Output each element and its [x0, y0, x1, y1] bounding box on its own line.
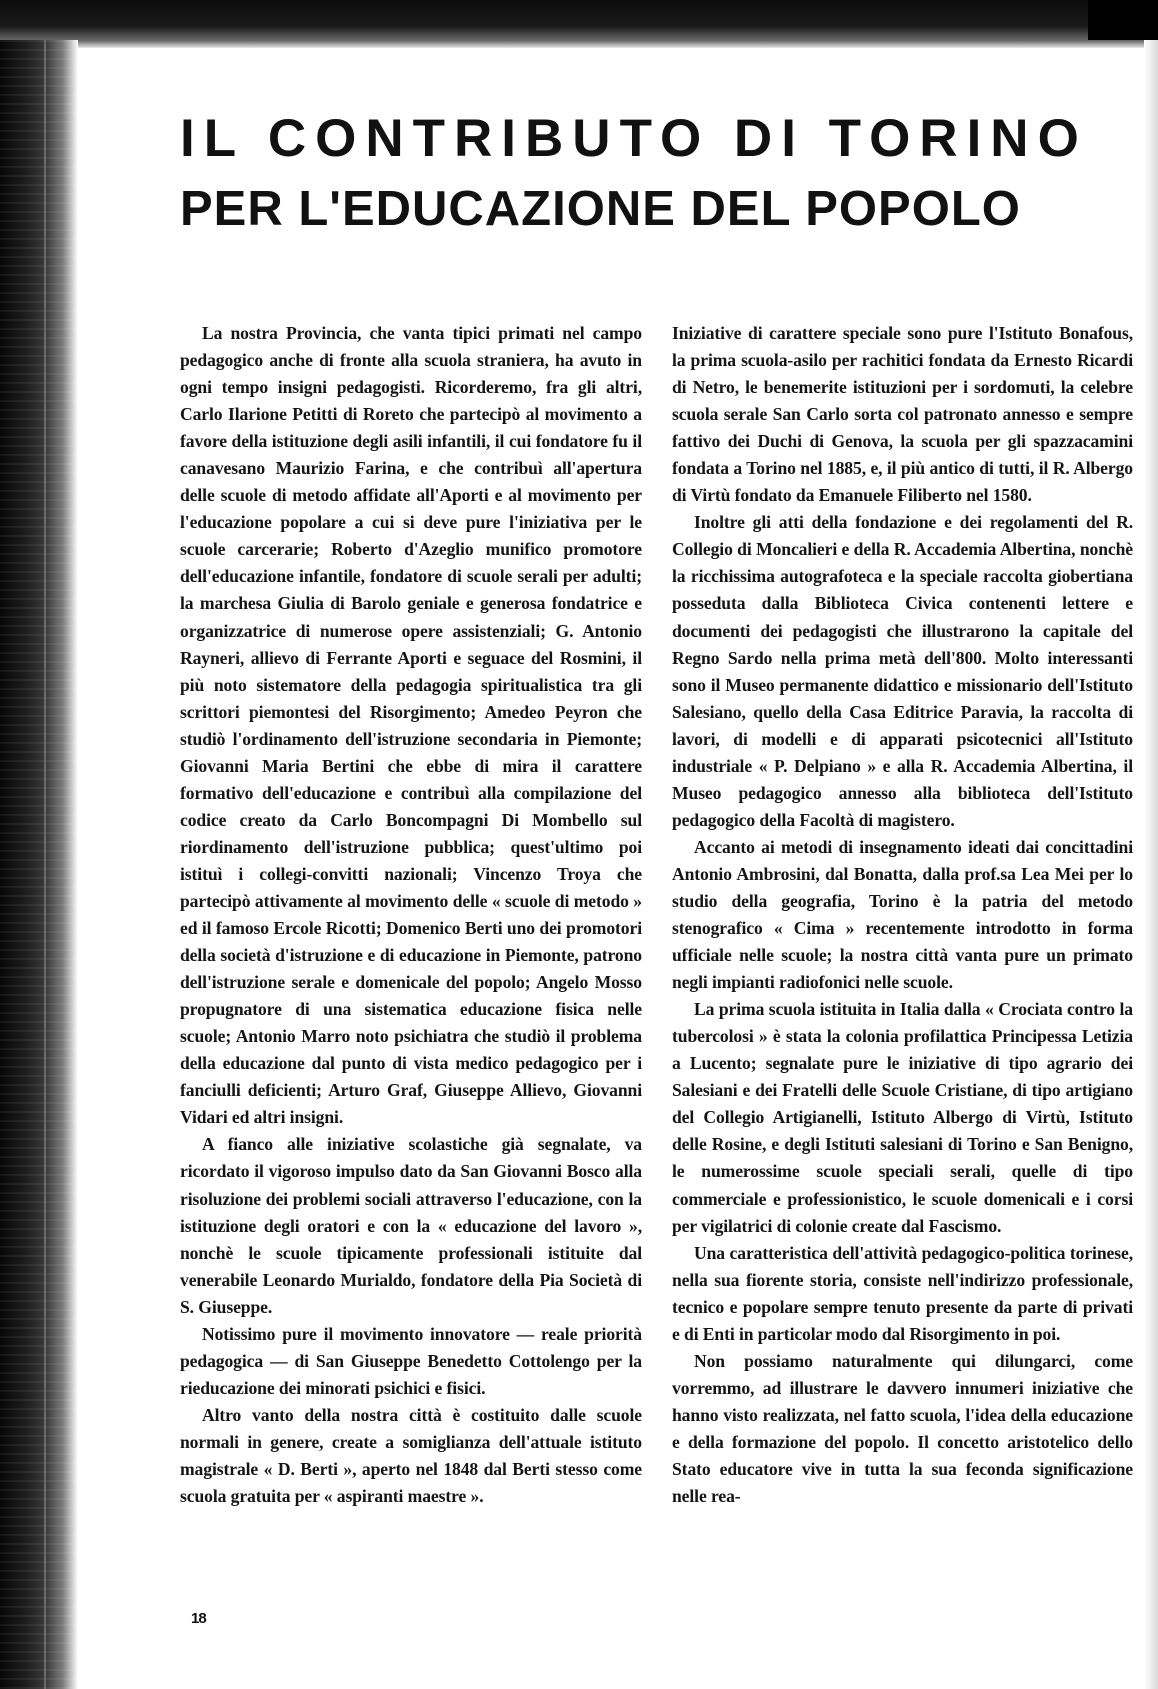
page-number: 18	[191, 1610, 206, 1627]
paragraph: Inoltre gli atti della fondazione e dei regolamenti del R. Collegio di Moncalieri e della R. Accademia Albertina, nonchè la ricchissima autografoteca e la speciale raccolta giobertiana posseduta dalla Biblioteca Civica contenenti lettere e documenti dei pedagogisti che illustrarono la capitale del Regno Sardo nella prima metà dell'800. Molto interessanti sono il Museo permanente didattico e missionario dell'Istituto Salesiano, quello della Casa Editrice Paravia, la raccolta di lavori, di modelli e di apparati psicotecnici all'Istituto industriale « P. Delpiano » e alla R. Accademia Albertina, il Museo pedagogico annesso alla biblioteca dell'Istituto pedagogico della Facoltà di magistero.	[672, 512, 1133, 830]
paragraph: Accanto ai metodi di insegnamento ideati dai concittadini Antonio Ambrosini, dal Bonatta, dalla prof.sa Lea Mei per lo studio della geografia, Torino è la patria del metodo stenografico « Cima » recentemente introdotto in forma ufficiale nelle scuole; la nostra città vanta pure un primato negli impianti radiofonici nelle scuole.	[672, 836, 1133, 993]
left-text-column	[180, 320, 642, 1510]
right-text-column	[672, 320, 1133, 1510]
paragraph: A fianco alle iniziative scolastiche già segnalate, va ricordato il vigoroso impulso dato da San Giovanni Bosco alla risoluzione dei problemi sociali attraverso l'educazione, con la istituzione degli oratori e con la « educazione del lavoro », nonchè le scuole tipicamente professionali istituite dal venerabile Leonardo Murialdo, fondatore della Pia Società di S. Giuseppe.	[180, 1134, 642, 1317]
paragraph: La prima scuola istituita in Italia dalla « Crociata contro la tubercolosi » è stata la colonia profilattica Principessa Letizia a Lucento; segnalate pure le iniziative di tipo agrario dei Salesiani e dei Fratelli delle Scuole Cristiane, di tipo artigiano del Collegio Artigianelli, Istituto Albergo di Virtù, Istituto delle Rosine, e degli Istituti salesiani di Torino e San Benigno, le numerossime scuole speciali serali, quelle di tipo commerciale e professionistico, le scuole domenicali e i corsi per vigilatrici di colonie create dal Fascismo.	[672, 999, 1133, 1236]
paragraph: Altro vanto della nostra città è costituito dalle scuole normali in genere, create a somiglianza dell'attuale istituto magistrale « D. Berti », aperto nel 1848 dal Berti stesso come scuola gratuita per « aspiranti maestre ».	[180, 1404, 642, 1507]
paragraph: Una caratteristica dell'attività pedagogico-politica torinese, nella sua fiorente storia, consiste nell'indirizzo professionale, tecnico e popolare sempre tenuto presente da parte di privati e di Enti in particolar modo dal Risorgimento in poi.	[672, 1242, 1133, 1344]
scan-top-border	[0, 0, 1158, 48]
title-line-1: IL CONTRIBUTO DI TORINO	[180, 109, 1088, 168]
paragraph: Non possiamo naturalmente qui dilungarci, come vorremmo, ad illustrare le davvero innumeri iniziative che hanno visto realizzata, nel fatto scuola, l'idea della educazione e della formazione del popolo. Il concetto aristotelico dello Stato educatore vive in tutta la sua feconda significazione nelle rea-	[672, 1350, 1133, 1507]
paragraph: Notissimo pure il movimento innovatore — reale priorità pedagogica — di San Giuseppe Benedetto Cottolengo per la rieducazione dei minorati psichici e fisici.	[180, 1323, 642, 1398]
scan-top-corner	[1088, 0, 1158, 40]
page-right-edge	[1144, 40, 1158, 1689]
paragraph: La nostra Provincia, che vanta tipici primati nel campo pedagogico anche di fronte alla scuola straniera, ha avuto in ogni tempo insigni pedagogisti. Ricorderemo, fra gli altri, Carlo Ilarione Petitti di Roreto che partecipò al movimento a favore della istituzione degli asili infantili, il cui fondatore fu il canavesano Maurizio Farina, e che contribuì all'apertura delle scuole di metodo affidate all'Aporti e al movimento per l'educazione popolare a cui si deve pure l'iniziativa per le scuole carcerarie; Roberto d'Azeglio munifico promotore dell'educazione infantile, fondatore di scuole serali per adulti; la marchesa Giulia di Barolo geniale e generosa fondatrice e organizzatrice di numerose opere assistenziali; G. Antonio Rayneri, allievo di Ferrante Aporti e seguace del Rosmini, il più noto sistematore della pedagogia spiritualistica tra gli scrittori piemontesi del Risorgimento; Amedeo Peyron che studiò l'ordinamento dell'istruzione secondaria in Piemonte; Giovanni Maria Bertini che ebbe di mira il carattere formativo dell'educazione e contribuì alla compilazione del codice creato da Carlo Boncompagni Di Mombello sul riordinamento dell'istruzione pubblica; quest'ultimo poi istituì i collegi-convitti nazionali; Vincenzo Troya che partecipò attivamente al movimento delle « scuole di metodo » ed il famoso Ercole Ricotti; Domenico Berti uno dei promotori della società d'istruzione e di educazione in Piemonte, patrono dell'istruzione serale e domenicale del popolo; Angelo Mosso propugnatore di una sistematica educazione fisica nelle scuole; Antonio Marro noto psichiatra che studiò il problema della educazione dal punto di vista medico pedagogico per i fanciulli deficienti; Arturo Graf, Giuseppe Allievo, Giovanni Vidari ed altri insigni.	[180, 323, 642, 1128]
title-line-2: PER L'EDUCAZIONE DEL POPOLO	[180, 182, 1021, 236]
paragraph: Iniziative di carattere speciale sono pure l'Istituto Bonafous, la prima scuola-asilo per rachitici fondata da Ernesto Ricardi di Netro, le benemerite istituzioni per i sordomuti, la celebre scuola serale San Carlo sorta col patronato annesso e sempre fattivo dei Duchi di Genova, la scuola per gli spazzacamini fondata a Torino nel 1885, e, il più antico di tutti, il R. Albergo di Virtù fondato da Emanuele Filiberto nel 1580.	[672, 323, 1133, 506]
book-spine-gutter	[0, 40, 78, 1689]
spine-fold-line	[44, 40, 46, 1689]
